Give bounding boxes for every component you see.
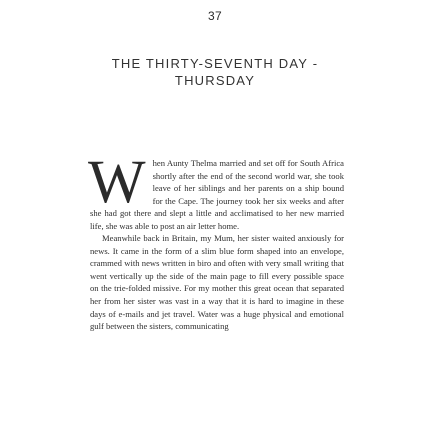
chapter-body xyxy=(88,149,344,333)
paragraph-1 xyxy=(88,149,344,232)
drop-cap: W xyxy=(88,149,146,216)
page-bottom-edge xyxy=(0,422,430,430)
page-number: 37 xyxy=(208,9,222,23)
paragraph-1-text: hen Aunty Thelma married and set off for South Africa shortly after the end of the second world war, she took leave of her siblings and her parents on a ship bound for the Cape. The journey took her six weeks and after she had got there and slept a little and acclimatised to her new married life, she was able to post an air letter home. xyxy=(90,158,344,231)
paragraph-2: Meanwhile back in Britain, my Mum, her sister waited anxiously for news. It came in the form of a slim blue form shaped into an envelope, crammed with news written in biro and often with very small writing that went vertically up the side of the main page to fill every possible space on the trie-folded missive. For my mother this great ocean that separated her from her sister was vast in a way that it is hard to imagine in these days of e-mails and jet travel. Water was a huge physical and emotional gulf between the sisters, communicating xyxy=(90,233,344,332)
chapter-title xyxy=(0,55,430,89)
chapter-title-line-2: THURSDAY xyxy=(174,73,256,88)
chapter-title-line-1: THE THIRTY-SEVENTH DAY - xyxy=(111,56,319,71)
